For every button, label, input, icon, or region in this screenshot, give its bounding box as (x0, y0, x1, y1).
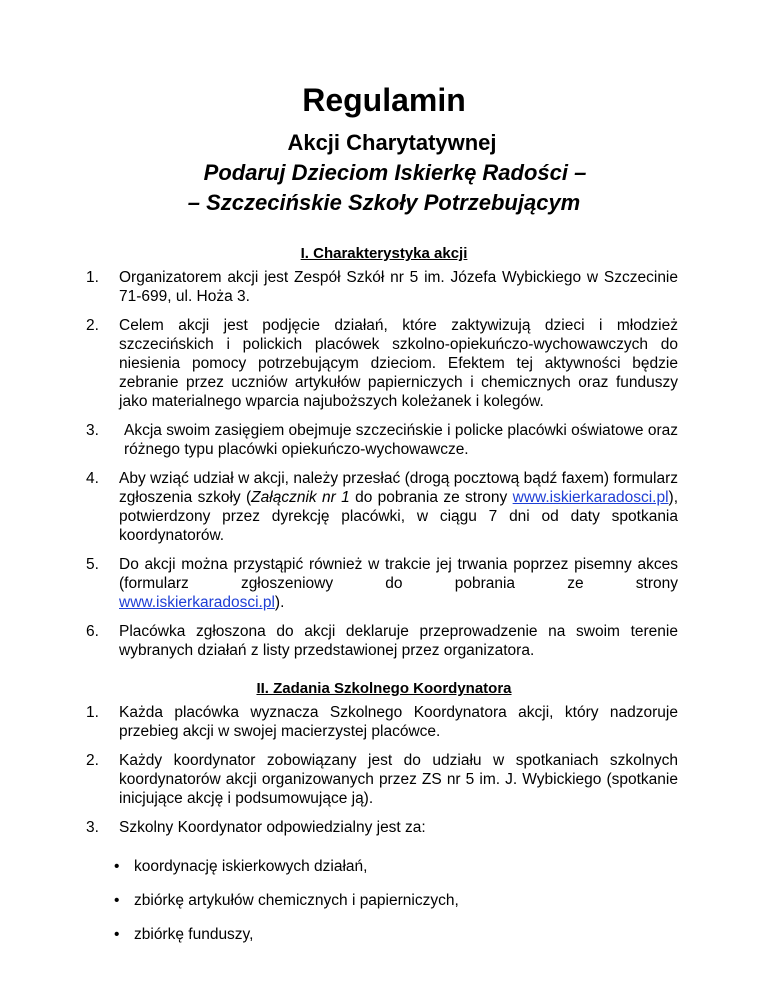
section-1-list (86, 268, 678, 670)
list-item-number: 6. (86, 623, 99, 640)
bullet-icon: • (114, 892, 120, 909)
bullet-icon: • (114, 926, 120, 943)
list-item-number: 1. (86, 704, 99, 721)
list-item (86, 703, 678, 741)
subtitle-line-1: Akcji Charytatywnej (287, 130, 497, 155)
bullet-text: zbiórkę artykułów chemicznych i papierniczych, (134, 892, 459, 909)
list-item-number: 2. (86, 317, 99, 334)
list-item-number: 3. (86, 819, 99, 836)
list-item-text: Organizatorem akcji jest Zespół Szkół nr 5 im. Józefa Wybickiego w Szczecinie 71-699, ul. Hoża 3. (119, 269, 678, 305)
list-item (86, 555, 678, 612)
website-link[interactable]: www.iskierkaradosci.pl (512, 489, 669, 506)
list-item-text: Placówka zgłoszona do akcji deklaruje przeprowadzenie na swoim terenie wybranych działań z listy przedstawionej przez organizatora. (119, 623, 678, 659)
subtitle-line-2: Podaruj Dzieciom Iskierkę Radości – (203, 160, 587, 185)
list-item-number: 3. (86, 422, 99, 439)
list-item-number: 5. (86, 556, 99, 573)
list-item-number: 4. (86, 470, 99, 487)
bullet-icon: • (114, 858, 120, 875)
list-item (86, 751, 678, 808)
list-item (86, 818, 678, 837)
list-item-text: Aby wziąć udział w akcji, należy przesłać (drogą pocztową bądź faxem) formularz zgłoszenia szkoły (Załącznik nr 1 do pobrania ze strony www.iskierkaradosci.pl), potwierdzony przez dyrekcję placówki, w ciągu 7 dni od daty spotkania koordynatorów. (119, 470, 679, 544)
document-subtitle (0, 128, 768, 218)
coordinator-duties-list (114, 857, 459, 959)
list-item (86, 469, 678, 545)
bullet-item (114, 857, 459, 876)
bullet-text: zbiórkę funduszy, (134, 926, 254, 943)
list-item-number: 2. (86, 752, 99, 769)
bullet-text: koordynację iskierkowych działań, (134, 858, 368, 875)
list-item-text: www.iskierkaradosci.pl). (119, 594, 285, 611)
list-item (86, 622, 678, 660)
section-1-heading: I. Charakterystyka akcji (300, 245, 468, 262)
bullet-item (114, 891, 459, 910)
list-item-text: Akcja swoim zasięgiem obejmuje szczecińskie i policke placówki oświatowe oraz różnego typu placówki opiekuńczo-wychowawcze. (124, 422, 678, 458)
subtitle-line-3: – Szczecińskie Szkoły Potrzebującym (187, 190, 581, 215)
section-2-heading: II. Zadania Szkolnego Koordynatora (256, 680, 512, 697)
list-item-text: Każda placówka wyznacza Szkolnego Koordynatora akcji, który nadzoruje przebieg akcji w swojej macierzystej placówce. (119, 704, 678, 740)
list-item-number: 1. (86, 269, 99, 286)
list-item-text: Każdy koordynator zobowiązany jest do udziału w spotkaniach szkolnych koordynatorów akcji organizowanych przez ZS nr 5 im. J. Wybickiego (spotkanie inicjujące akcję i podsumowujące ją). (119, 752, 678, 807)
bullet-item (114, 925, 459, 944)
list-item (86, 268, 678, 306)
list-item-text: Celem akcji jest podjęcie działań, które zaktywizują dzieci i młodzież szczecińskich i polickich placówek szkolno-opiekuńczo-wychowawczych do niesienia pomocy potrzebującym dzieciom. Efektem tej aktywności będzie zebranie przez uczniów artykułów papierniczych i chemicznych oraz funduszy jako materialnego wparcia najuboższych koleżanek i kolegów. (119, 317, 678, 410)
website-link[interactable]: www.iskierkaradosci.pl (119, 594, 275, 611)
section-2-list (86, 703, 678, 847)
list-item (86, 316, 678, 411)
document-title: Regulamin (302, 82, 466, 118)
list-item-text: Szkolny Koordynator odpowiedzialny jest za: (119, 819, 426, 836)
list-item (86, 421, 678, 459)
list-item-text: Do akcji można przystąpić również w trakcie jej trwania poprzez pisemny akces (formularz zgłoszeniowy do pobrania ze strony (119, 556, 678, 592)
